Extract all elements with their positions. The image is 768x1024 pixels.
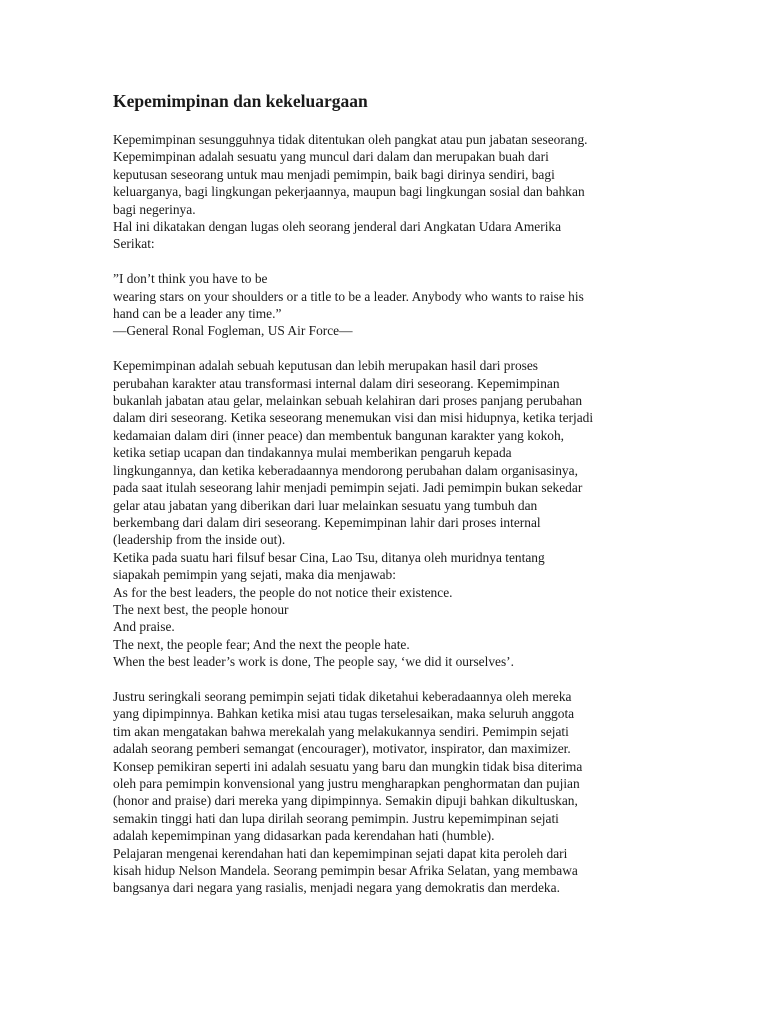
fogleman-quote: ”I don’t think you have to be wearing stars on your shoulders or a title to be a leader. Anybody who wants to raise his hand can be a leader any time.” —General Ronal Fogleman, US Air Force— [113, 271, 584, 339]
paragraph-1: Kepemimpinan sesungguhnya tidak ditentukan oleh pangkat atau pun jabatan seseorang. Kepemimpinan adalah sesuatu yang muncul dari dalam dan merupakan buah dari keputusan seseorang untuk mau menjadi pemimpin, baik bagi dirinya sendiri, bagi keluarganya, bagi lingkungan pekerjaannya, maupun bagi lingkungan sosial dan bahkan bagi negerinya. [113, 132, 588, 217]
paragraph-4: Ketika pada suatu hari filsuf besar Cina, Lao Tsu, ditanya oleh muridnya tentang siapakah pemimpin yang sejati, maka dia menjawab: [113, 549, 545, 583]
blank-line [113, 340, 653, 357]
paragraph-6: Pelajaran mengenai kerendahan hati dan kepemimpinan sejati dapat kita peroleh dari kisah hidup Nelson Mandela. Seorang pemimpin besar Afrika Selatan, yang membawa bangsanya dari negara yang rasialis, menjadi negara yang demokratis dan merdeka. [113, 845, 578, 896]
paragraph-5: Justru seringkali seorang pemimpin sejati tidak diketahui keberadaannya oleh mereka yang dipimpinnya. Bahkan ketika misi atau tugas terselesaikan, maka seluruh anggota tim akan mengatakan bahwa merekalah yang melakukannya sendiri. Pemimpin sejati adalah seorang pemberi semangat (encourager), motivator, inspirator, dan maximizer. Konsep pemikiran seperti ini adalah sesuatu yang baru dan mungkin tidak bisa diterima oleh para pemimpin konvensional yang justru mengharapkan penghormatan dan pujian (honor and praise) dari mereka yang dipimpinnya. Semakin dipuji bahkan dikultuskan, semakin tinggi hati dan lupa dirilah seorang pemimpin. Justru kepemimpinan sejati adalah kepemimpinan yang didasarkan pada kerendahan hati (humble). [113, 688, 583, 844]
blank-line [113, 671, 653, 688]
document-title: Kepemimpinan dan kekeluargaan [113, 91, 368, 111]
document-page [113, 90, 653, 897]
paragraph-2: Hal ini dikatakan dengan lugas oleh seorang jenderal dari Angkatan Udara Amerika Serikat: [113, 219, 562, 252]
paragraph-3: Kepemimpinan adalah sebuah keputusan dan lebih merupakan hasil dari proses perubahan karakter atau transformasi internal dalam diri seseorang. Kepemimpinan bukanlah jabatan atau gelar, melainkan sebuah kelahiran dari proses panjang perubahan dalam diri seseorang. Ketika seseorang menemukan visi dan misi hidupnya, ketika terjadi kedamaian dalam diri (inner peace) dan membentuk bangunan karakter yang kokoh, ketika setiap ucapan dan tindakannya mulai memberikan pengaruh kepada lingkungannya, dan ketika keberadaannya mendorong perubahan dalam organisasinya, pada saat itulah seseorang lahir menjadi pemimpin sejati. Jadi pemimpin bukan sekedar gelar atau jabatan yang diberikan dari luar melainkan sesuatu yang tumbuh dan berkembang dari dalam diri seseorang. Kepemimpinan lahir dari proses internal (leadership from the inside out). [113, 358, 594, 548]
lao-tsu-poem: As for the best leaders, the people do not notice their existence. The next best, the people honour And praise. The next, the people fear; And the next the people hate. When the best leader’s work is done, The people say, ‘we did it ourselves’. [113, 584, 514, 670]
blank-line [113, 253, 653, 270]
